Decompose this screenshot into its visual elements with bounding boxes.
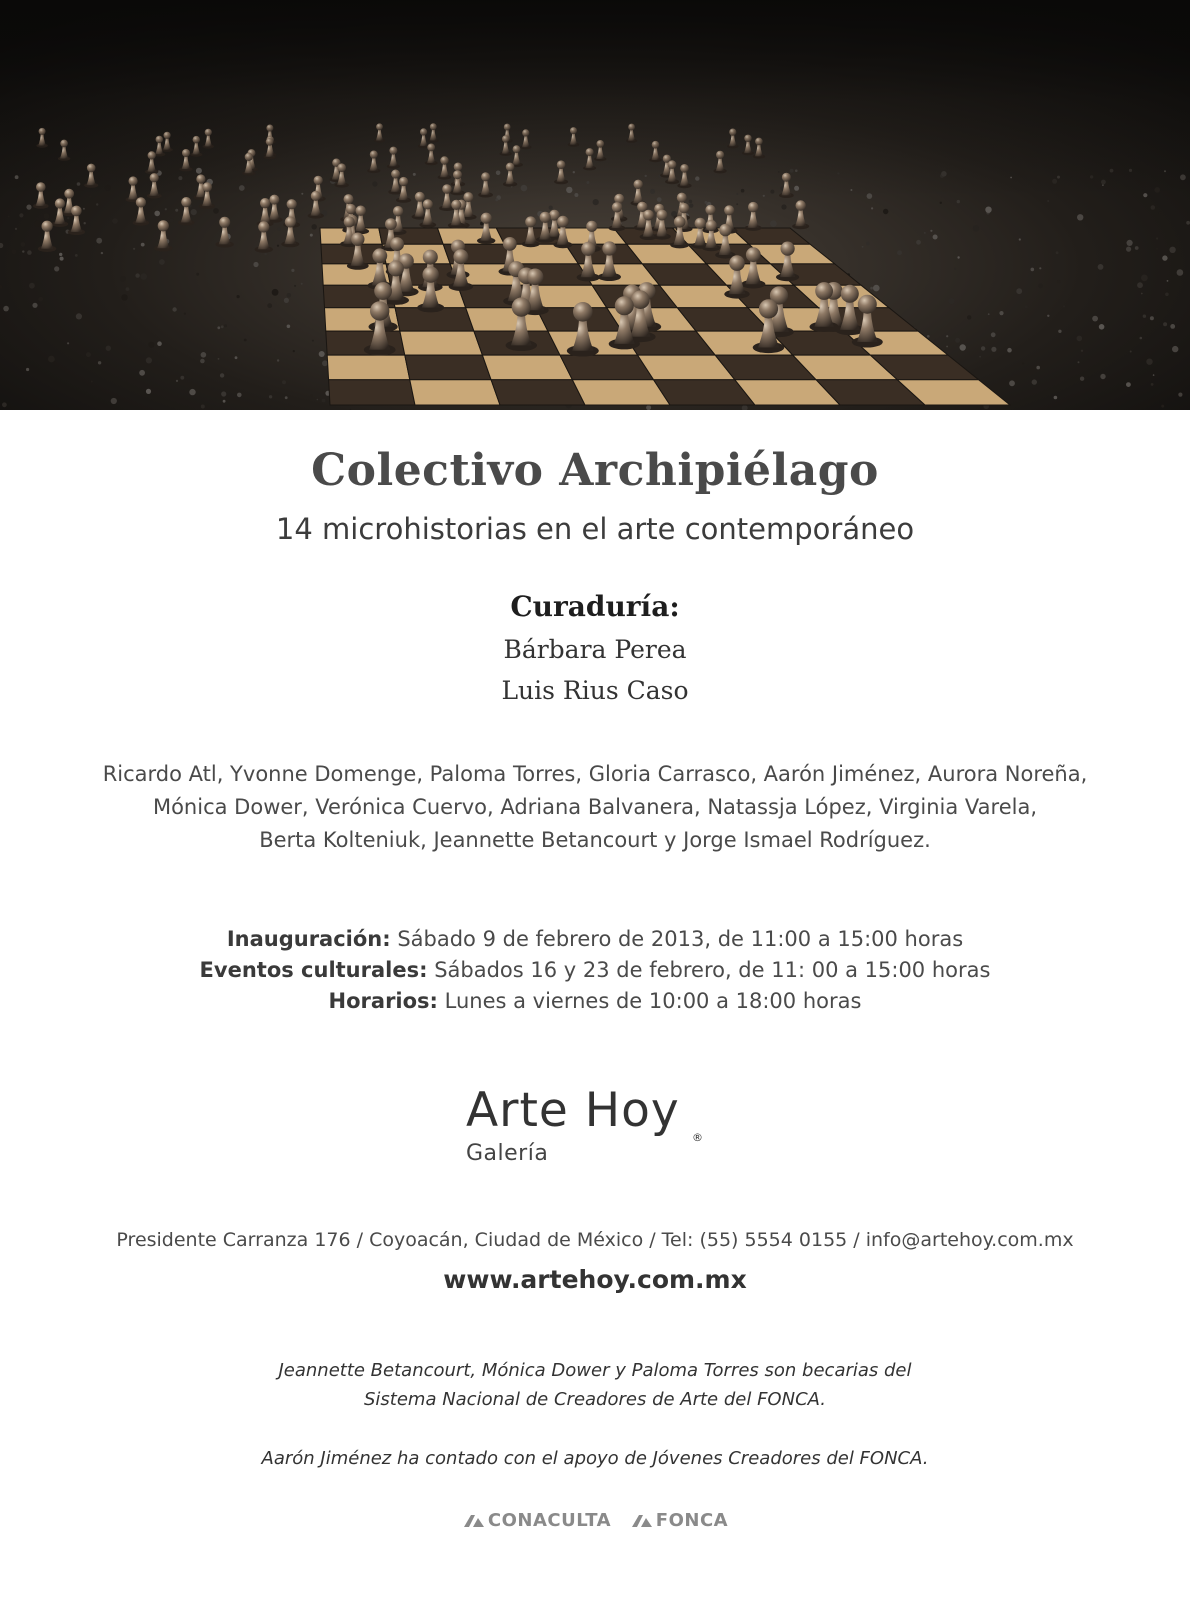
gravel-stone	[148, 342, 154, 348]
gravel-stone	[1025, 305, 1028, 308]
gravel-stone	[311, 394, 313, 396]
chessboard-photo	[0, 0, 1190, 410]
gravel-stone	[284, 298, 289, 303]
gravel-stone	[34, 220, 40, 226]
gravel-stone	[1098, 264, 1104, 270]
gravel-stone	[101, 252, 103, 254]
gravel-stone	[159, 259, 165, 265]
gravel-stone	[705, 201, 708, 204]
gravel-stone	[1146, 359, 1152, 365]
gallery-website-link[interactable]: www.artehoy.com.mx	[443, 1265, 747, 1294]
gravel-stone	[1141, 293, 1143, 295]
gravel-stone	[736, 203, 738, 205]
gravel-stone	[1078, 361, 1080, 363]
gravel-stone	[957, 200, 960, 203]
gravel-stone	[157, 341, 162, 346]
schedule-cultural-events	[0, 955, 1190, 986]
gravel-stone	[1081, 350, 1083, 352]
gravel-stone	[8, 216, 10, 218]
gravel-stone	[196, 273, 199, 276]
gravel-stone	[1178, 393, 1182, 397]
gravel-stone	[235, 356, 238, 359]
board-square	[572, 380, 670, 405]
gravel-stone	[180, 376, 184, 380]
board-square	[482, 355, 572, 380]
gallery-logo-name: Arte Hoy	[466, 1083, 680, 1138]
gravel-stone	[991, 332, 996, 337]
gravel-stone	[1137, 282, 1143, 288]
gravel-stone	[221, 391, 226, 396]
gravel-stone	[165, 208, 167, 210]
artists-line: Berta Kolteniuk, Jeannette Betancourt y Jorge Ismael Rodríguez.	[259, 828, 931, 852]
hero-image-chessboard	[0, 0, 1190, 410]
gravel-stone	[294, 285, 296, 287]
gravel-stone	[322, 360, 328, 366]
gravel-stone	[106, 346, 111, 351]
gravel-stone	[954, 268, 956, 270]
gravel-stone	[2, 402, 7, 407]
gravel-stone	[873, 285, 880, 292]
gravel-stone	[1169, 247, 1175, 253]
gravel-stone	[1007, 348, 1012, 353]
gravel-stone	[154, 211, 160, 217]
gravel-stone	[272, 289, 279, 296]
gravel-stone	[1151, 205, 1156, 210]
gravel-stone	[221, 325, 224, 328]
gravel-stone	[191, 209, 197, 215]
note-line: Sistema Nacional de Creadores de Arte del FONCA.	[363, 1389, 827, 1410]
gravel-stone	[1092, 316, 1098, 322]
gravel-stone	[946, 346, 948, 348]
gravel-stone	[1170, 324, 1175, 329]
gravel-stone	[84, 222, 86, 224]
gravel-stone	[224, 324, 227, 327]
gravel-stone	[1100, 374, 1105, 379]
gravel-stone	[1126, 382, 1131, 387]
gravel-stone	[973, 225, 979, 231]
board-square	[329, 380, 415, 405]
gravel-stone	[67, 342, 69, 344]
gravel-stone	[1058, 330, 1061, 333]
schedule-value: Sábados 16 y 23 de febrero, de 11: 00 a 15:00 horas	[427, 958, 991, 982]
gravel-stone	[201, 405, 205, 409]
gravel-stone	[862, 246, 864, 248]
gravel-stone	[83, 208, 85, 210]
gravel-stone	[924, 232, 926, 234]
gravel-stone	[1031, 268, 1035, 272]
registered-mark: ®	[692, 1131, 703, 1144]
sponsor-fonca	[630, 1510, 728, 1531]
sponsor-conaculta	[462, 1510, 611, 1531]
gravel-stone	[1126, 247, 1131, 252]
schedule-label: Eventos culturales:	[199, 958, 428, 982]
gravel-stone	[244, 339, 247, 342]
gravel-stone	[933, 235, 938, 240]
gravel-stone	[86, 352, 91, 357]
young-creators-note: Aarón Jiménez ha contado con el apoyo de Jóvenes Creadores del FONCA.	[261, 1448, 929, 1469]
gravel-stone	[1165, 293, 1169, 297]
gravel-stone	[689, 200, 693, 204]
gravel-stone	[201, 352, 207, 358]
gravel-stone	[940, 202, 942, 204]
gravel-stone	[112, 218, 118, 224]
gravel-stone	[67, 217, 69, 219]
board-square	[327, 355, 410, 380]
gravel-stone	[189, 389, 195, 395]
exhibition-subtitle: 14 microhistorias en el arte contemporáneo	[275, 512, 915, 546]
gravel-stone	[287, 325, 291, 329]
gravel-stone	[1143, 315, 1146, 318]
gravel-stone	[1038, 284, 1043, 289]
gravel-stone	[29, 283, 35, 289]
gravel-stone	[213, 208, 219, 214]
gravel-stone	[38, 297, 43, 302]
gravel-stone	[19, 213, 23, 217]
gravel-stone	[301, 283, 303, 285]
sponsor-name: FONCA	[655, 1510, 729, 1531]
photo-top-shadow	[0, 0, 1190, 200]
gravel-stone	[15, 228, 17, 230]
gravel-stone	[277, 245, 279, 247]
gravel-stone	[317, 399, 319, 401]
gravel-stone	[979, 356, 981, 358]
gravel-stone	[96, 238, 102, 244]
gravel-stone	[1127, 240, 1133, 246]
gravel-stone	[3, 306, 9, 312]
gravel-stone	[285, 396, 288, 399]
gravel-stone	[267, 303, 272, 308]
gravel-stone	[172, 307, 176, 311]
gravel-stone	[146, 357, 152, 363]
gravel-stone	[981, 346, 985, 350]
schedule-inauguration	[0, 924, 1190, 955]
gravel-stone	[43, 213, 49, 219]
gravel-stone	[1135, 246, 1139, 250]
gallery-contact-line: Presidente Carranza 176 / Coyoacán, Ciudad de México / Tel: (55) 5554 0155 / info@artehoy.com.mx	[116, 1229, 1074, 1251]
artists-line: Ricardo Atl, Yvonne Domenge, Paloma Torres, Gloria Carrasco, Aarón Jiménez, Aurora Noreña,	[102, 762, 1088, 786]
gravel-stone	[689, 204, 693, 208]
gravel-stone	[781, 204, 786, 209]
gravel-stone	[96, 203, 98, 205]
gravel-stone	[26, 368, 29, 371]
gravel-stone	[312, 224, 317, 229]
gravel-stone	[120, 276, 126, 282]
gravel-stone	[1161, 405, 1164, 408]
gravel-stone	[98, 361, 101, 364]
gravel-stone	[955, 338, 960, 343]
gravel-stone	[1047, 315, 1049, 317]
gravel-stone	[1172, 346, 1178, 352]
gravel-stone	[988, 313, 990, 315]
gravel-stone	[1163, 322, 1167, 326]
gravel-stone	[870, 287, 873, 290]
gravel-stone	[146, 389, 151, 394]
gravel-stone	[991, 347, 996, 352]
gravel-stone	[946, 335, 948, 337]
gravel-stone	[1022, 363, 1024, 365]
gravel-stone	[26, 205, 31, 210]
board-square	[491, 380, 585, 405]
gravel-stone	[1156, 248, 1158, 250]
gravel-stone	[1077, 214, 1083, 220]
fonca-logo-icon	[630, 1514, 654, 1528]
gravel-stone	[1150, 316, 1154, 320]
board-square	[400, 331, 483, 355]
gravel-stone	[916, 240, 921, 245]
gravel-stone	[220, 373, 224, 377]
gravel-stone	[1167, 280, 1169, 282]
gravel-stone	[59, 253, 62, 256]
gravel-stone	[48, 356, 55, 363]
conaculta-logo-icon	[462, 1514, 486, 1528]
gravel-stone	[27, 250, 32, 255]
exhibition-title: Colectivo Archipiélago	[311, 445, 879, 496]
gravel-stone	[237, 393, 242, 398]
schedule-opening-hours	[0, 986, 1190, 1017]
gravel-stone	[291, 269, 294, 272]
gravel-stone	[1036, 366, 1040, 370]
gravel-stone	[223, 400, 226, 403]
gravel-stone	[217, 326, 220, 329]
gravel-stone	[1156, 237, 1158, 239]
gallery-logo-subtitle: Galería	[466, 1141, 549, 1166]
curator-name: Luis Rius Caso	[501, 676, 689, 705]
gravel-stone	[237, 295, 240, 298]
gravel-stone	[1080, 377, 1084, 381]
sponsor-name: CONACULTA	[487, 1510, 612, 1531]
gravel-stone	[883, 209, 888, 214]
gravel-stone	[200, 359, 205, 364]
gravel-stone	[1019, 238, 1021, 240]
gravel-stone	[312, 340, 314, 342]
gravel-stone	[1186, 221, 1190, 225]
gravel-stone	[32, 303, 37, 308]
gravel-stone	[140, 273, 147, 280]
gravel-stone	[1056, 251, 1059, 254]
gravel-stone	[960, 344, 966, 350]
artists-list	[0, 758, 1190, 857]
gravel-stone	[277, 227, 281, 231]
gravel-stone	[1130, 351, 1132, 353]
curator-name: Bárbara Perea	[503, 635, 687, 664]
gravel-stone	[75, 254, 78, 257]
gravel-stone	[871, 207, 873, 209]
gravel-stone	[1159, 212, 1161, 214]
board-square	[405, 355, 491, 380]
gravel-stone	[141, 243, 145, 247]
gravel-stone	[1057, 280, 1060, 283]
gravel-stone	[91, 381, 93, 383]
gravel-stone	[985, 207, 991, 213]
sponsor-logos	[0, 1510, 1190, 1531]
gravel-stone	[218, 358, 220, 360]
schedule-value: Sábado 9 de febrero de 2013, de 11:00 a 15:00 horas	[390, 927, 964, 951]
gravel-stone	[176, 380, 178, 382]
gravel-stone	[111, 398, 117, 404]
schedule-block	[0, 924, 1190, 1017]
gravel-stone	[646, 405, 651, 410]
gravel-stone	[282, 380, 286, 384]
gravel-stone	[1032, 379, 1037, 384]
gravel-stone	[54, 266, 59, 271]
gravel-stone	[184, 313, 186, 315]
schedule-value: Lunes a viernes de 10:00 a 18:00 horas	[437, 989, 862, 1013]
gravel-stone	[11, 249, 16, 254]
schedule-label: Horarios:	[328, 989, 438, 1013]
board-square	[410, 380, 500, 405]
gravel-stone	[133, 248, 135, 250]
gravel-stone	[287, 293, 292, 298]
gravel-stone	[948, 298, 954, 304]
gravel-stone	[139, 370, 145, 376]
gravel-stone	[1063, 305, 1065, 307]
gravel-stone	[253, 262, 258, 267]
gravel-stone	[967, 315, 971, 319]
gravel-stone	[322, 399, 326, 403]
gravel-stone	[1099, 324, 1105, 330]
gravel-stone	[76, 313, 82, 319]
gravel-stone	[170, 219, 174, 223]
gravel-stone	[1151, 383, 1154, 386]
gravel-stone	[866, 242, 869, 245]
gravel-stone	[121, 294, 127, 300]
gravel-stone	[927, 335, 930, 338]
gravel-stone	[770, 220, 777, 227]
gravel-stone	[957, 256, 959, 258]
curation-heading: Curaduría:	[510, 590, 680, 623]
gravel-stone	[1153, 374, 1155, 376]
gravel-stone	[310, 234, 313, 237]
gravel-stone	[1016, 288, 1022, 294]
gravel-stone	[1141, 275, 1148, 282]
gravel-stone	[264, 253, 267, 256]
gravel-stone	[1077, 336, 1083, 342]
gallery-logo	[466, 1083, 726, 1173]
gravel-stone	[1039, 267, 1041, 269]
gravel-stone	[1054, 396, 1058, 400]
gravel-stone	[930, 230, 932, 232]
gravel-stone	[319, 351, 325, 357]
gravel-stone	[175, 209, 178, 212]
gravel-stone	[897, 250, 902, 255]
gravel-stone	[1047, 200, 1049, 202]
gravel-stone	[999, 311, 1003, 315]
gravel-stone	[1009, 380, 1015, 386]
fonca-fellows-note	[0, 1356, 1190, 1414]
schedule-label: Inauguración:	[226, 927, 391, 951]
artists-line: Mónica Dower, Verónica Cuervo, Adriana Balvanera, Natassja López, Virginia Varela,	[152, 795, 1038, 819]
gravel-stone	[549, 206, 553, 210]
gravel-stone	[126, 287, 130, 291]
gravel-stone	[1177, 269, 1184, 276]
gravel-stone	[1162, 255, 1167, 260]
gravel-stone	[277, 359, 279, 361]
gravel-stone	[293, 350, 295, 352]
gravel-stone	[60, 257, 64, 261]
gravel-stone	[269, 395, 272, 398]
gravel-stone	[22, 250, 24, 252]
gravel-stone	[1140, 337, 1143, 340]
gravel-stone	[21, 242, 26, 247]
note-line: Jeannette Betancourt, Mónica Dower y Paloma Torres son becarias del	[278, 1360, 912, 1381]
gravel-stone	[135, 273, 139, 277]
